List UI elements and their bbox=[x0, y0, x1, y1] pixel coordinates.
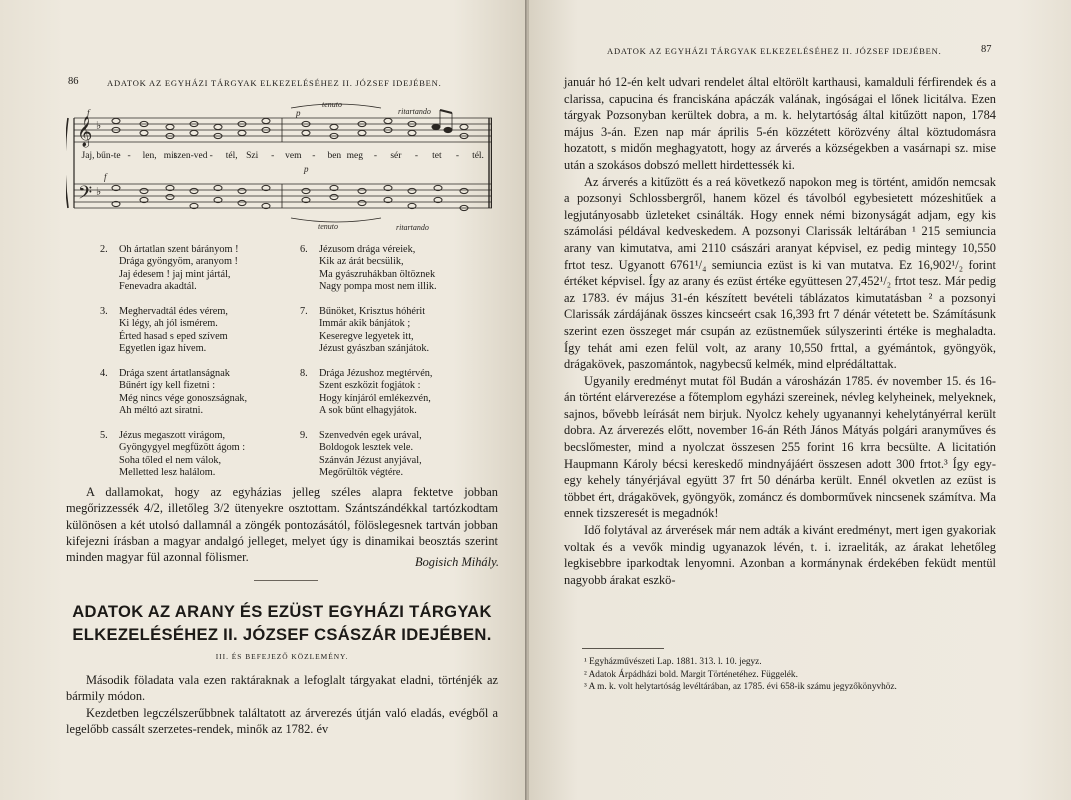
lyric-syllable: tet bbox=[432, 151, 442, 161]
lyric-syllable: meg bbox=[346, 151, 363, 161]
running-head-right: ADATOK AZ EGYHÁZI TÁRGYAK ELKEZELÉSÉHEZ II. JÓZSEF IDEJÉBEN. bbox=[607, 46, 942, 56]
verse-lines bbox=[319, 430, 422, 479]
footnotes bbox=[584, 656, 1004, 694]
verse-line: Szent eszközit fogjátok : bbox=[319, 380, 421, 392]
verse-line: Meghervadtál édes vérem, bbox=[119, 306, 228, 317]
article-subtitle: III. ÉS BEFEJEZŐ KÖZLEMÉNY. bbox=[215, 652, 349, 661]
lyric-syllable: - bbox=[312, 151, 316, 161]
lyric-syllable: - bbox=[271, 151, 275, 161]
verse-line: Soha tőled el nem válok, bbox=[119, 454, 222, 466]
svg-text:𝄞: 𝄞 bbox=[77, 117, 93, 147]
verse-number: 9. bbox=[300, 430, 308, 441]
left-page bbox=[0, 0, 527, 800]
lyric-syllable: tél, bbox=[225, 151, 238, 161]
verse-line: Boldogok lesztek vele. bbox=[319, 442, 414, 454]
svg-text:♭: ♭ bbox=[96, 186, 102, 198]
lyric-syllable: sér bbox=[390, 151, 402, 161]
verse-line: Hogy kínjáról emlékezvén, bbox=[319, 392, 431, 404]
right-paragraph-3: Ugyanily eredményt mutat föl Budán a városházán 1785. év november 15. és 16-án történt elárverezése a főtemplom egyházi szereinek, névleg kelyheinek, melyeknek, sajnos, bővebb leírását nem birjuk. Nyolcz kehely ugyanannyi kehelytányérral került dobra. Az árverezés előtt, november 16-án Réth János Mátyás polgári aranyműves és becslőmester, mind a nyolczat összesen 255 forint 16 krra becsülte. A licitatión Haupmann Károly bécsi kereskedő mindnyájáért összesen adott 300 frtot.³ Így egy-egy kehely tányérjával együtt 37 frt 50 dénárba került. Ennél okvetlen az ezüst is többet ért, drágakövek, gyöngyök, zománcz és domborművek nincsenek számítva. Ma ennek tizszeresét is megadnók! bbox=[564, 373, 996, 521]
verse-line: Még nincs vége gonoszságnak, bbox=[119, 392, 248, 404]
verse-number: 7. bbox=[300, 306, 308, 317]
verse-lines bbox=[319, 244, 437, 293]
svg-text:𝄢: 𝄢 bbox=[78, 183, 93, 208]
verse-lines bbox=[319, 368, 433, 417]
tempo-ritartando-top: ritartando bbox=[398, 107, 431, 116]
verse-line: Jaj édesem ! jaj mint jártál, bbox=[119, 268, 231, 280]
article-body-left bbox=[66, 672, 498, 737]
verse-line: Ma gyászruhákban öltöznek bbox=[319, 268, 436, 280]
verse-line: Immár akik bánjátok ; bbox=[319, 318, 411, 330]
verse-line: Ki légy, ah jól ismérem. bbox=[119, 318, 218, 330]
closing-paragraph: A dallamokat, hogy az egyházias jelleg széles alapra fektetve jobban megőrizzessék 4/2, illetőleg 3/2 ütenyekre osztottam. Szántszándékkal tartózkodtam különösen a két utolsó dallamnál a zöngék pontozásától, fölöslegesnek tartván jobban kifejezni írásban a magyar andalgó jelleget, melyet úgy is dinamikai beosztás szerint minden magyar fül azonnal fölismer. bbox=[66, 485, 498, 565]
footnote: ³ A m. k. volt helytartóság levéltárában, az 1785. évi 658-ik számu jegyzőkönyvhöz. bbox=[584, 682, 897, 693]
lyric-syllable: Jaj, bbox=[81, 151, 95, 161]
article-title-line-2: ELKEZELÉSÉHEZ II. JÓZSEF CSÁSZÁR IDEJÉBEN. bbox=[72, 625, 492, 644]
tempo-tenuto-top: tenuto bbox=[322, 100, 342, 109]
verse-lines bbox=[119, 306, 228, 355]
verse-line: Jézusom drága véreiek, bbox=[319, 244, 416, 255]
verse-line: Bűnöket, Krisztus hóhérit bbox=[319, 306, 426, 317]
article-paragraph-2: Kezdetben legczélszerűbbnek találtatott az árverezés útján való eladás, evégből a legelőbb cassált szerzetes-rendek, minők az 1782. év bbox=[66, 705, 498, 736]
lyric-line bbox=[82, 151, 484, 161]
tempo-tenuto-bottom: tenuto bbox=[318, 222, 338, 231]
verse-line: Fenevadra akadtál. bbox=[119, 280, 197, 292]
verse-line: Drága gyöngyöm, aranyom ! bbox=[119, 256, 238, 268]
verse-lines bbox=[119, 244, 239, 293]
lyric-syllable: bűn-te bbox=[96, 151, 121, 161]
footnote-rule bbox=[582, 648, 664, 649]
verse-line: Szánván Jézust anyjával, bbox=[319, 454, 422, 466]
right-paragraph-2: Az árverés a kitűzött és a reá következő napokon meg is történt, amidőn nemcsak a pozsonyi Schlossbergről, hanem közel és távolból egybesietett mózeshitűek a legjutányosabb üzleteket csinálták. Hogy ennek némi bizonyságát adjam, egy kis számolási példával kedveskedem. A pozsonyi Clarissák leltárában ¹ 215 semiuncia arany van kimutatva, ami 2110 császári aranyat képvisel, ez pedig mintegy 10,550 frtot tesz. Ugyanott 6761¹/₄ semiuncia ezüst is ki van mutatva. Ez 16,902¹/₂ forint értéket képvisel. Így az arany és ezüst értéke együttesen 27,452¹/₂ frtot tesz. Már pedig az 1783. év május 31-én készített bevételi táblázatos kimutatásban ² a pozsonyi Clarissák zárdájának összes kincseért csak 16,393 frt 7 dénár vétetett be. Számításunk szerint ezen összeget már csupán az ezüstneműek súlyszerinti értéke is meghaladta. Így tehát ami ezen felül volt, az arany 10,550 frttal, a gyémántok, gyöngyök, drágakövek, paszomántok, nagybecsű kelmék, mind elprédáltattak. bbox=[564, 174, 996, 372]
verse-line: Ah méltó azt siratni. bbox=[119, 404, 204, 416]
verse-line: Melletted lesz halálom. bbox=[119, 466, 216, 478]
verse-number: 6. bbox=[300, 244, 308, 255]
verse-line: Gyöngygyel megfűzött ágom : bbox=[119, 442, 246, 454]
verse-line: Bűnért így kell fizetni : bbox=[119, 380, 216, 392]
svg-text:♭: ♭ bbox=[96, 120, 102, 132]
lyric-syllable: - bbox=[127, 151, 131, 161]
verse-lines bbox=[319, 306, 429, 355]
verse-line: Drága szent ártatlanságnak bbox=[119, 368, 230, 379]
right-paragraph-1: január hó 12-én kelt udvari rendelet által eltörölt karthausi, kamalduli férfirendek és a clarissa, capucina és franciskána apáczák valának, ingóságai el lőnek licitálva. Ezen tárgyak Pozsonyban kerültek dobra, a m. k. helytartóság által kitűzött napon, 1784 május 3-án. Ezen nap már április 5-én közzétett körözvény által köztudomásra hozatott, s midőn meghagyatott, hogy az árverés a községekben a vasárnapi sz. mise után a szokásos dobszó mellett hirdettessék ki. bbox=[564, 75, 996, 172]
verse-line: Megőrültök végtére. bbox=[319, 466, 404, 478]
verse-line: Nagy pompa most nem illik. bbox=[319, 280, 437, 292]
running-head-left: ADATOK AZ EGYHÁZI TÁRGYAK ELKEZELÉSÉHEZ II. JÓZSEF IDEJÉBEN. bbox=[107, 78, 442, 88]
verse-line: Drága Jézushoz megtérvén, bbox=[319, 368, 433, 379]
verse-number: 3. bbox=[100, 306, 108, 317]
svg-text:p: p bbox=[296, 108, 301, 118]
signature: Bogisich Mihály. bbox=[415, 555, 499, 569]
verse-number: 8. bbox=[300, 368, 308, 379]
verse-line: Jézus megaszott virágom, bbox=[119, 430, 226, 441]
lyric-syllable: - bbox=[373, 151, 377, 161]
lyric-syllable: len, bbox=[142, 151, 157, 161]
verse-line: A sok bűnt elhagyjátok. bbox=[319, 404, 417, 416]
verse-number: 4. bbox=[100, 368, 108, 379]
closing-paragraph-block bbox=[66, 484, 498, 565]
verse-line: Érted hasad s eped szívem bbox=[119, 330, 228, 342]
article-paragraph-1: Második föladata vala ezen raktáraknak a lefoglalt tárgyakat eladni, történjék az bármily módon. bbox=[66, 673, 498, 704]
article-body-right bbox=[564, 74, 996, 588]
page-number-left: 86 bbox=[68, 76, 79, 87]
lyric-syllable: szen-ved bbox=[173, 151, 208, 161]
tempo-ritartando-bottom: ritartando bbox=[396, 223, 429, 232]
verse-line: Kik az árát becsülik, bbox=[319, 256, 404, 268]
verse-line: Jézust gyászban szánjátok. bbox=[319, 342, 430, 354]
svg-text:f: f bbox=[104, 172, 107, 182]
lyric-syllable: - bbox=[455, 151, 460, 161]
article-title-line-1: ADATOK AZ ARANY ÉS EZÜST EGYHÁZI TÁRGYAK bbox=[72, 602, 492, 621]
verse-number: 2. bbox=[100, 244, 108, 255]
svg-text:f: f bbox=[87, 108, 90, 118]
verse-lines bbox=[119, 368, 247, 417]
footnote: ¹ Egyházművészeti Lap. 1881. 313. l. 10. jegyz. bbox=[584, 657, 762, 667]
verse-line: Szenvedvén egek urával, bbox=[319, 430, 422, 441]
footnote: ² Adatok Árpádházi bold. Margit Történetéhez. Függelék. bbox=[584, 669, 798, 680]
lyric-syllable: vem bbox=[285, 151, 302, 161]
right-paragraph-4: Idő folytával az árverések már nem adták a kivánt eredményt, mert igen gyakoriak voltak és a vevők mindig ugyanazok lévén, t. i. izraeliták, az árakat lehetőleg legkisebbre iparkodtak lenyomni. Azonban a kormánynak érdekében feküdt mentül nagyobb árakat eszkö- bbox=[564, 523, 996, 587]
verse-number: 5. bbox=[100, 430, 108, 441]
lyric-syllable: tél. bbox=[472, 151, 484, 161]
lyric-syllable: - bbox=[414, 151, 418, 161]
article-title bbox=[66, 600, 498, 646]
lyric-syllable: Szi bbox=[246, 151, 259, 161]
lyric-syllable: mit bbox=[163, 151, 177, 161]
svg-text:p: p bbox=[304, 164, 309, 174]
lyric-syllable: ben bbox=[327, 151, 342, 161]
verse-lines bbox=[119, 430, 245, 479]
music-score bbox=[66, 96, 492, 236]
section-divider bbox=[254, 580, 318, 581]
lyric-syllable: - bbox=[209, 151, 213, 161]
verse-line: Oh ártatlan szent bárányom ! bbox=[119, 244, 239, 255]
page-number-right: 87 bbox=[981, 44, 992, 55]
verse-line: Egyetlen igaz hívem. bbox=[119, 342, 207, 354]
verse-line: Keseregve legyetek itt, bbox=[319, 330, 414, 342]
